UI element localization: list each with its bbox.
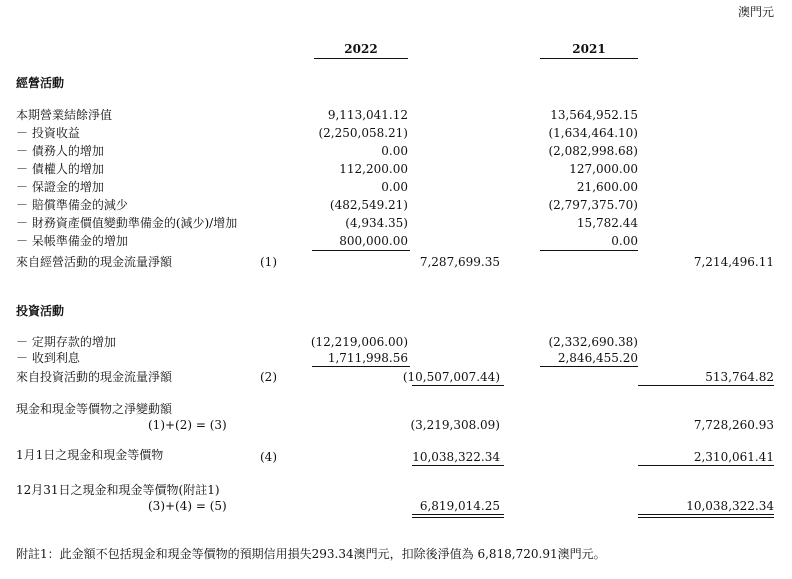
total-rule-2022 xyxy=(412,465,504,466)
net-investing-2022: (10,507,007.44) xyxy=(402,370,500,384)
footnote: 附註1：此金額不包括現金和現金等價物的預期信用損失293.34澳門元，扣除後淨值為 6,818,720.91澳門元。 xyxy=(16,547,606,561)
operating-row-2021: 13,564,952.15 xyxy=(550,108,638,122)
operating-row-2022: 112,200.00 xyxy=(339,162,408,176)
total-rule-2022 xyxy=(412,385,504,386)
net-operating-2022: 7,287,699.35 xyxy=(419,255,500,269)
double-rule-2022 xyxy=(412,514,504,518)
net-investing-2021: 513,764.82 xyxy=(705,370,774,384)
operating-row-2021: 15,782.44 xyxy=(576,216,638,230)
operating-row-2022: (482,549.21) xyxy=(329,198,408,212)
year-header-2022: 2022 xyxy=(344,42,378,56)
investing-row-label: － 收到利息 xyxy=(16,351,80,365)
operating-row-label: － 投資收益 xyxy=(16,126,80,140)
net-investing-label: 來自投資活動的現金流量淨額 xyxy=(16,370,173,384)
operating-row-2021: 127,000.00 xyxy=(569,162,638,176)
net-change-label: 現金和現金等價物之淨變動額 xyxy=(16,402,173,416)
operating-row-2022: 800,000.00 xyxy=(339,234,408,248)
net-operating-ref: (1) xyxy=(260,255,277,269)
investing-row-label: － 定期存款的增加 xyxy=(16,335,116,349)
total-rule-2021 xyxy=(638,385,774,386)
year-header-2021: 2021 xyxy=(572,42,606,56)
operating-row-2021: 21,600.00 xyxy=(576,180,638,194)
closing-balance-label: 12月31日之現金和現金等價物(附註1) xyxy=(16,483,220,497)
net-investing-ref: (2) xyxy=(260,370,277,384)
operating-row-2021: (1,634,464.10) xyxy=(548,126,638,140)
closing-balance-formula: (3)+(4) = (5) xyxy=(148,499,227,513)
operating-row-label: － 財務資產價值變動準備金的(減少)/增加 xyxy=(16,216,238,230)
net-change-2021: 7,728,260.93 xyxy=(693,418,774,432)
opening-balance-2022: 10,038,322.34 xyxy=(412,450,500,464)
section-heading-operating: 經營活動 xyxy=(16,76,65,90)
subtotal-rule-2021 xyxy=(540,366,638,367)
header-rule-2022 xyxy=(314,58,408,59)
operating-row-label: － 債務人的增加 xyxy=(16,144,104,158)
operating-row-2021: (2,082,998.68) xyxy=(548,144,638,158)
investing-row-2021: (2,332,690.38) xyxy=(548,335,638,349)
section-heading-investing: 投資活動 xyxy=(16,304,65,318)
investing-row-2022: (12,219,006.00) xyxy=(310,335,408,349)
closing-balance-2022: 6,819,014.25 xyxy=(419,499,500,513)
subtotal-rule-2022 xyxy=(312,366,410,367)
header-rule-2021 xyxy=(540,58,638,59)
investing-row-2021: 2,846,455.20 xyxy=(557,351,638,365)
operating-row-2022: (4,934.35) xyxy=(345,216,408,230)
operating-row-label: － 保證金的增加 xyxy=(16,180,104,194)
net-change-2022: (3,219,308.09) xyxy=(410,418,500,432)
net-change-formula: (1)+(2) = (3) xyxy=(148,418,227,432)
subtotal-rule-2021 xyxy=(540,250,638,251)
operating-row-2022: 0.00 xyxy=(381,144,408,158)
investing-row-2022: 1,711,998.56 xyxy=(327,351,408,365)
net-operating-label: 來自經營活動的現金流量淨額 xyxy=(16,255,173,269)
operating-row-2021: (2,797,375.70) xyxy=(548,198,638,212)
operating-row-2021: 0.00 xyxy=(611,234,638,248)
double-rule-2021 xyxy=(638,514,774,518)
subtotal-rule-2022 xyxy=(312,250,410,251)
operating-row-label: 本期營業結餘淨值 xyxy=(16,108,113,122)
total-rule-2021 xyxy=(638,465,774,466)
currency-unit: 澳門元 xyxy=(737,5,774,19)
operating-row-2022: (2,250,058.21) xyxy=(318,126,408,140)
closing-balance-2021: 10,038,322.34 xyxy=(686,499,774,513)
operating-row-2022: 0.00 xyxy=(381,180,408,194)
operating-row-label: － 呆帳準備金的增加 xyxy=(16,234,128,248)
opening-balance-2021: 2,310,061.41 xyxy=(693,450,774,464)
operating-row-label: － 債權人的增加 xyxy=(16,162,104,176)
operating-row-2022: 9,113,041.12 xyxy=(327,108,408,122)
opening-balance-ref: (4) xyxy=(260,450,277,464)
operating-row-label: － 賠償準備金的減少 xyxy=(16,198,128,212)
net-operating-2021: 7,214,496.11 xyxy=(693,255,774,269)
opening-balance-label: 1月1日之現金和現金等價物 xyxy=(16,448,164,462)
